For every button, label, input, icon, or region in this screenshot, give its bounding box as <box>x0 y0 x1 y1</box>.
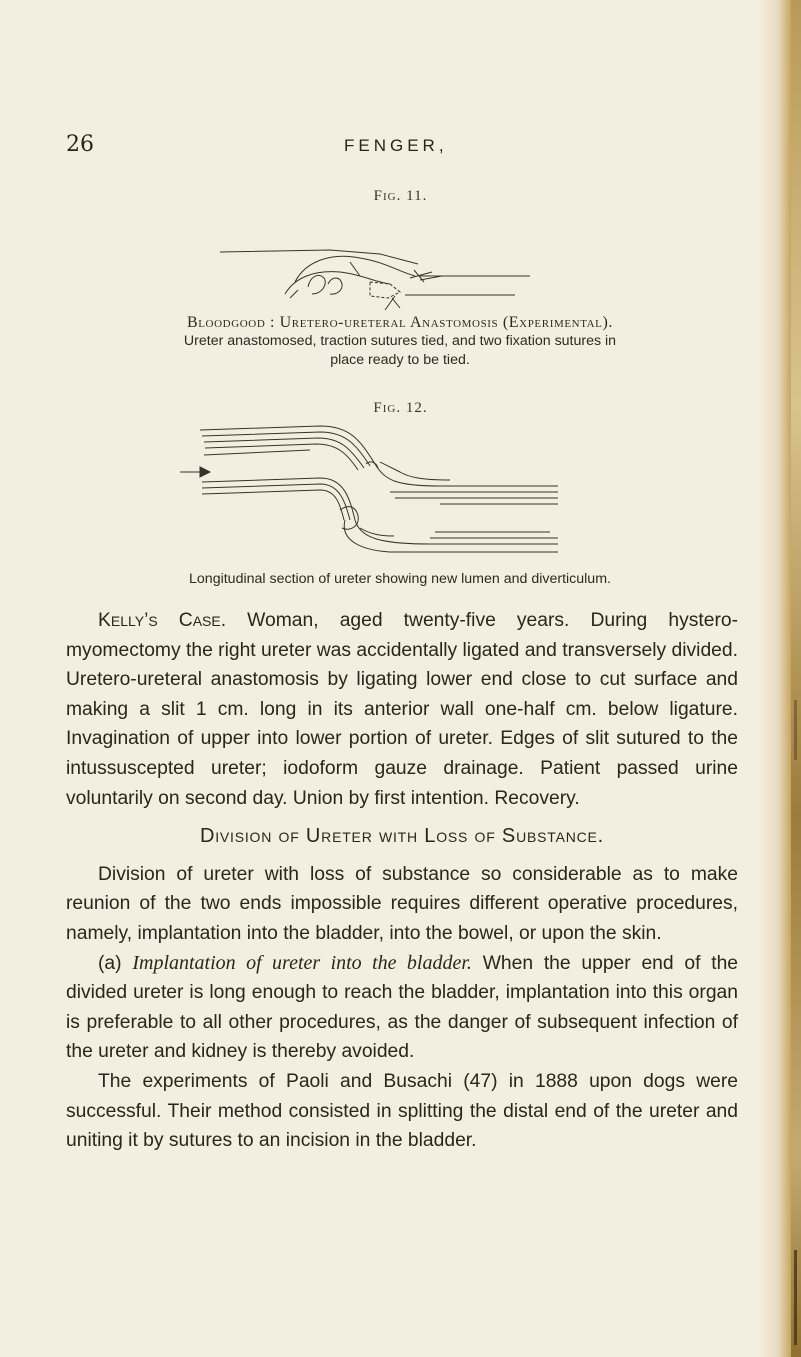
figure-12-illustration <box>180 420 570 565</box>
figure-11-label: Fig. 11. <box>373 188 428 204</box>
edge-mark <box>794 700 797 760</box>
page-header <box>66 132 746 166</box>
page-number: 26 <box>66 132 94 157</box>
experiments-paragraph: The experiments of Paoli and Busachi (47) in 1888 upon dogs were successful. Their method consisted in splitting the distal end of the ureter and uniting it by sutures to an incision in the bladder. <box>66 1070 738 1152</box>
division-paragraph: Division of ureter with loss of substance so considerable as to make reunion of the two ends impossible requires different operative procedures, namely, implantation into the bladder, into the bowel, or upon the skin. <box>66 863 738 944</box>
running-head: FENGER, <box>344 136 448 155</box>
figure-11-caption-line: place ready to be tied. <box>330 352 470 368</box>
kelly-case-lead: Kelly’s Case. <box>98 610 227 631</box>
kelly-case-paragraph <box>66 606 738 813</box>
implantation-text: When the upper end of the divided ureter is long enough to reach the bladder, implantation into this organ is preferable to all other procedures, as the danger of subsequent infection of the ureter and kidney is thereby avoided. <box>66 952 739 1063</box>
arrow-icon <box>180 467 210 477</box>
figure-12-caption: Longitudinal section of ureter showing new lumen and diverticulum. <box>189 571 611 587</box>
section-heading: Division of Ureter with Loss of Substance. <box>199 825 605 848</box>
paragraph-marker: (a) <box>98 952 122 974</box>
figure-11-caption-line: Ureter anastomosed, traction sutures tied, and two fixation sutures in <box>183 333 617 349</box>
figure-12-label: Fig. 12. <box>373 400 428 416</box>
figure-11-caption <box>96 313 704 370</box>
implantation-title: Implantation of ureter into the bladder. <box>132 951 472 974</box>
implantation-paragraph <box>66 949 738 1067</box>
body-text <box>66 606 738 1156</box>
kelly-case-text: Woman, aged twenty-five years. During hystero-myomectomy the right ureter was accidentally ligated and transversely divided. Uretero-ureteral anastomosis by ligating lower end close to cut surface and making a slit 1 cm. long in its anterior wall one-half cm. below ligature. Invagination of upper into lower portion of ureter. Edges of slit sutured to the intussuscepted ureter; iodoform gauze drainage. Patient passed urine voluntarily on second day. Union by first intention. Recovery. <box>66 610 739 809</box>
edge-mark <box>794 1250 797 1345</box>
figure-11-illustration <box>210 232 540 314</box>
figure-11-caption-title: Bloodgood : Uretero-ureteral Anastomosis (Experimental). <box>186 314 614 331</box>
